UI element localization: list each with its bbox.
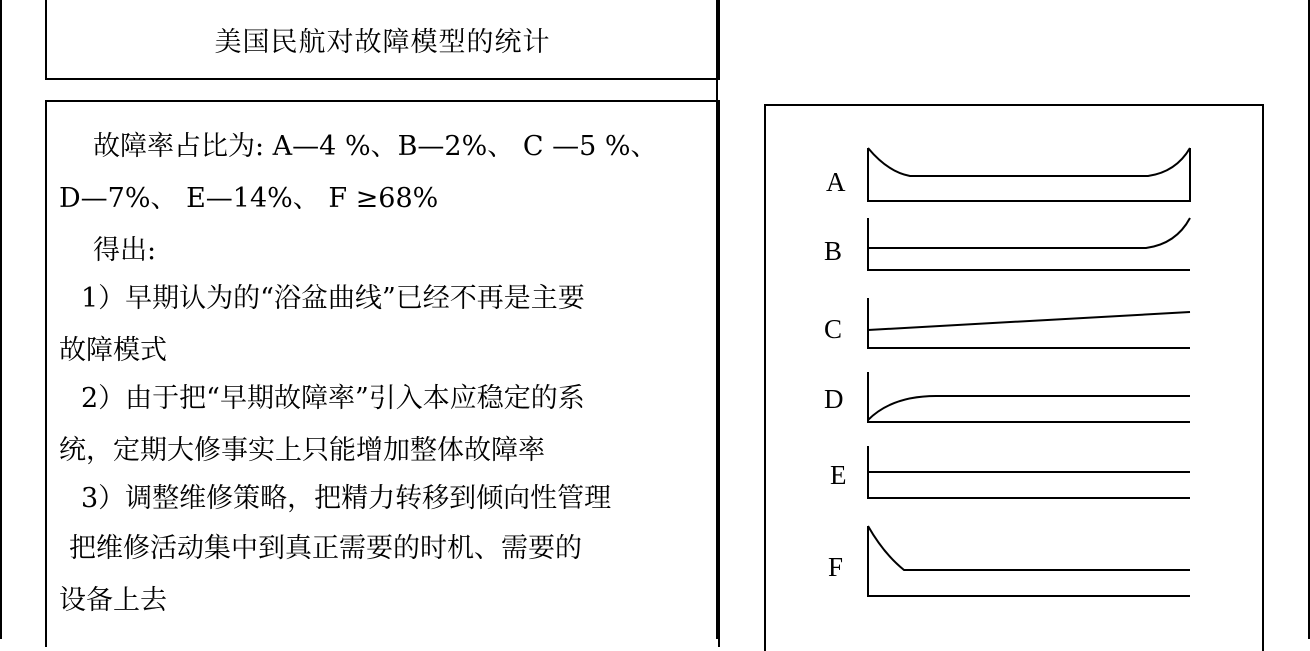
text-line-10: 设备上去 (59, 585, 167, 616)
curve-c (868, 298, 1190, 348)
curve-f (868, 526, 1190, 596)
curve-label-e: E (830, 460, 847, 490)
curve-d (868, 372, 1190, 422)
text-line-5: 故障模式 (59, 335, 167, 366)
failure-pattern-figure (764, 104, 1264, 651)
text-panel (45, 100, 720, 647)
page-title: 美国民航对故障模型的统计 (214, 26, 551, 58)
text-line-8: 3）调整维修策略，把精力转移到倾向性管理 (81, 483, 612, 514)
curve-a (868, 148, 1190, 201)
curve-label-f: F (828, 552, 844, 582)
curve-e (868, 446, 1190, 498)
curve-label-a: A (826, 167, 846, 197)
curve-label-b: B (824, 236, 843, 266)
text-line-1: 故障率占比为: A—4 %、B—2%、 C —5 %、 (93, 131, 658, 162)
curve-label-d: D (824, 384, 844, 414)
curve-label-c: C (824, 314, 843, 344)
curve-b (868, 218, 1190, 270)
title-box (45, 0, 720, 80)
text-line-9: 把维修活动集中到真正需要的时机、需要的 (69, 533, 582, 564)
text-line-7: 统，定期大修事实上只能增加整体故障率 (59, 435, 545, 466)
failure-curves-svg (766, 106, 1262, 641)
text-line-6: 2）由于把“早期故障率”引入本应稳定的系 (81, 383, 585, 414)
text-line-3: 得出: (93, 235, 157, 266)
text-line-2: D—7%、 E—14%、 F ≥68% (59, 183, 439, 214)
text-line-4: 1）早期认为的“浴盆曲线”已经不再是主要 (81, 283, 585, 314)
left-border (0, 0, 2, 639)
